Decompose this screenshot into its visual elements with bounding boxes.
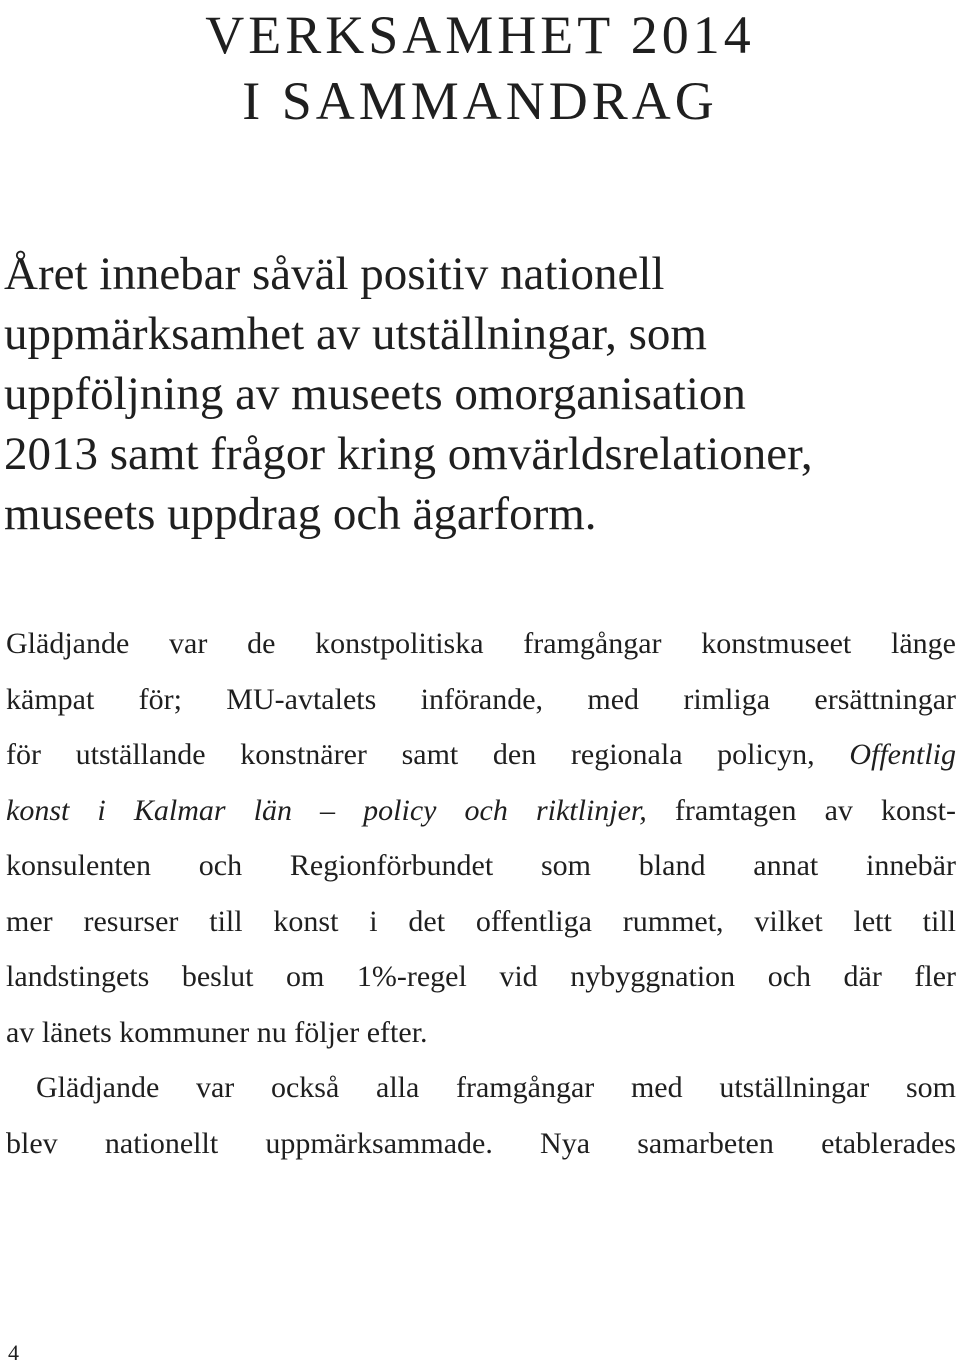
lead-paragraph — [4, 244, 954, 544]
body-line — [6, 727, 956, 783]
lead-line: Året innebar såväl positiv nationell — [4, 248, 665, 300]
body-line: av länets kommuner nu följer efter. — [6, 1015, 428, 1049]
body-line: landstingets beslut om 1%-regel vid nybyggnation och där fler — [6, 960, 956, 993]
lead-line: museets uppdrag och ägarform. — [4, 488, 597, 540]
italic-title-run: Offentlig — [849, 738, 956, 771]
body-text-run: framtagen av konst- — [646, 793, 956, 827]
body-line: blev nationellt uppmärksammade. Nya samarbeten etablerades — [6, 1126, 956, 1160]
heading-line-2: I SAMMANDRAG — [242, 71, 718, 131]
lead-line: uppföljning av museets omorganisation — [4, 368, 746, 420]
italic-title-run: konst i Kalmar län – policy och riktlinjer, — [6, 793, 647, 827]
body-line: mer resurser till konst i det offentliga rummet, vilket lett till — [6, 904, 956, 938]
body-text — [6, 616, 956, 1171]
body-line: Glädjande var de konstpolitiska framgångar konstmuseet länge — [6, 627, 956, 660]
heading-line-1: VERKSAMHET 2014 — [205, 5, 755, 65]
body-line: konsulenten och Regionförbundet som bland annat innebär — [6, 849, 956, 882]
body-line: Glädjande var också alla framgångar med utställningar som — [36, 1071, 956, 1104]
page-heading — [0, 2, 960, 134]
lead-line: 2013 samt frågor kring omvärldsrelationer, — [4, 428, 813, 480]
lead-line: uppmärksamhet av utställningar, som — [4, 308, 707, 360]
body-line: kämpat för; MU-avtalets införande, med rimliga ersättningar — [6, 682, 956, 716]
body-text-run: för utställande konstnärer samt den regionala policyn, — [6, 738, 850, 771]
body-line — [6, 783, 956, 839]
page-number: 4 — [8, 1340, 19, 1365]
